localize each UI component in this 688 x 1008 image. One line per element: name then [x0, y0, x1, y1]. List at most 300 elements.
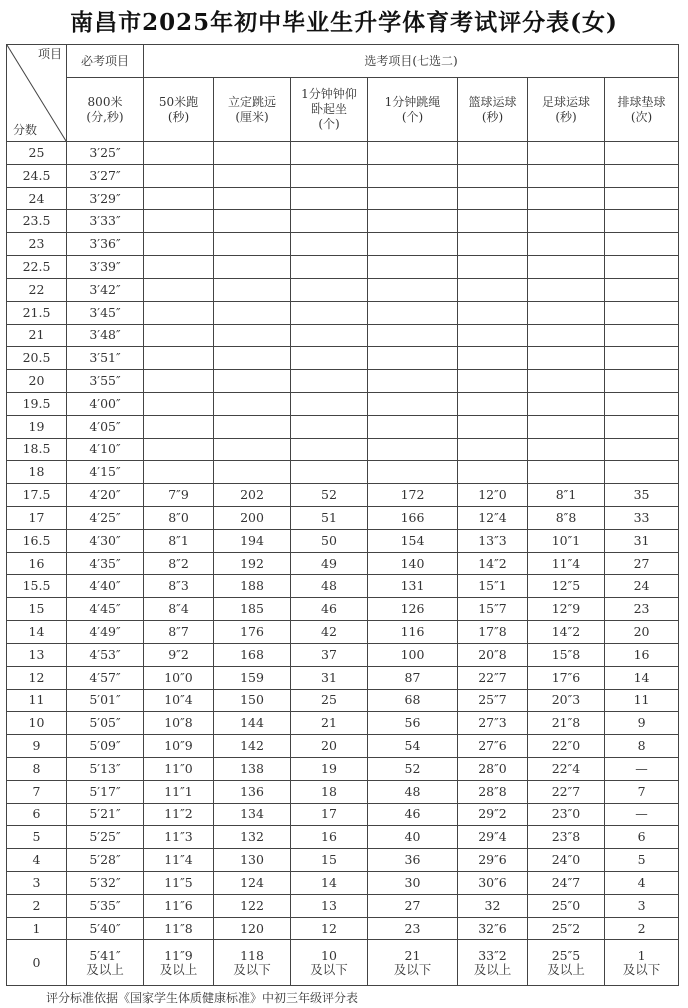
table-cell — [528, 256, 605, 279]
table-cell — [291, 415, 368, 438]
table-row — [7, 712, 679, 735]
column-unit: (次) — [630, 109, 653, 124]
table-cell — [528, 210, 605, 233]
table-cell: 48 — [368, 780, 458, 803]
table-cell: 36 — [368, 849, 458, 872]
table-cell — [144, 940, 214, 986]
table-cell: 8″0 — [144, 507, 214, 530]
table-cell: 21 — [291, 712, 368, 735]
table-cell — [291, 142, 368, 165]
table-cell: 33 — [605, 507, 679, 530]
table-cell — [458, 370, 528, 393]
table-cell: 29″6 — [458, 849, 528, 872]
table-cell: — — [605, 803, 679, 826]
table-cell: 13″3 — [458, 529, 528, 552]
score-cell: 17.5 — [7, 484, 67, 507]
table-cell: 3′36″ — [67, 233, 144, 256]
table-cell: 11″8 — [144, 917, 214, 940]
table-cell — [144, 438, 214, 461]
table-cell: 134 — [214, 803, 291, 826]
cell-qualifier: 及以上 — [86, 961, 124, 977]
table-cell — [528, 187, 605, 210]
table-cell: 29″4 — [458, 826, 528, 849]
table-cell: 4′00″ — [67, 392, 144, 415]
page-title: 南昌市2025年初中毕业生升学体育考试评分表(女) — [70, 9, 618, 36]
table-cell — [605, 438, 679, 461]
table-cell: 23 — [368, 917, 458, 940]
score-cell: 6 — [7, 803, 67, 826]
table-cell — [214, 415, 291, 438]
score-cell: 11 — [7, 689, 67, 712]
table-cell: 15″1 — [458, 575, 528, 598]
column-unit: (秒) — [555, 109, 577, 124]
table-row — [7, 164, 679, 187]
column-header-volleyball — [605, 78, 679, 142]
score-cell: 20 — [7, 370, 67, 393]
table-cell — [368, 392, 458, 415]
table-row — [7, 894, 679, 917]
table-cell — [291, 233, 368, 256]
table-cell — [368, 940, 458, 986]
table-cell: 15 — [291, 849, 368, 872]
table-cell — [528, 278, 605, 301]
score-cell: 20.5 — [7, 347, 67, 370]
table-cell: 11″4 — [144, 849, 214, 872]
header-row-columns — [7, 78, 679, 142]
score-cell: 5 — [7, 826, 67, 849]
table-cell: 3′42″ — [67, 278, 144, 301]
score-label: 分数 — [13, 123, 38, 137]
table-cell: 23″0 — [528, 803, 605, 826]
table-cell: 154 — [368, 529, 458, 552]
table-cell — [458, 164, 528, 187]
table-cell — [368, 301, 458, 324]
table-row-bottom — [7, 940, 679, 986]
table-cell — [458, 233, 528, 256]
table-cell: 24″7 — [528, 872, 605, 895]
table-cell — [458, 278, 528, 301]
column-name: 足球运球 — [541, 94, 590, 109]
table-row — [7, 643, 679, 666]
column-header-situps — [291, 78, 368, 142]
table-cell — [368, 461, 458, 484]
score-cell: 18.5 — [7, 438, 67, 461]
table-cell: 8 — [605, 735, 679, 758]
table-cell: 116 — [368, 621, 458, 644]
table-cell — [605, 392, 679, 415]
table-cell: 3′27″ — [67, 164, 144, 187]
table-cell — [144, 461, 214, 484]
table-cell: 3′48″ — [67, 324, 144, 347]
table-cell: 32″6 — [458, 917, 528, 940]
table-cell: 50 — [291, 529, 368, 552]
table-cell: 13 — [291, 894, 368, 917]
table-cell — [214, 187, 291, 210]
table-cell: 126 — [368, 598, 458, 621]
table-cell — [144, 415, 214, 438]
table-cell: 35 — [605, 484, 679, 507]
table-row — [7, 849, 679, 872]
table-cell: 150 — [214, 689, 291, 712]
column-header-50m — [144, 78, 214, 142]
table-cell — [458, 347, 528, 370]
table-cell — [144, 301, 214, 324]
table-cell: 4′05″ — [67, 415, 144, 438]
table-cell: 8″1 — [528, 484, 605, 507]
table-cell: 5′05″ — [67, 712, 144, 735]
table-cell: 11″4 — [528, 552, 605, 575]
score-cell: 15 — [7, 598, 67, 621]
table-cell: 132 — [214, 826, 291, 849]
table-cell — [214, 142, 291, 165]
table-row — [7, 575, 679, 598]
table-cell: 12″0 — [458, 484, 528, 507]
table-cell: 124 — [214, 872, 291, 895]
table-cell: 4′20″ — [67, 484, 144, 507]
table-cell — [214, 278, 291, 301]
score-cell: 24.5 — [7, 164, 67, 187]
score-cell: 14 — [7, 621, 67, 644]
table-cell — [214, 210, 291, 233]
score-cell: 2 — [7, 894, 67, 917]
table-row — [7, 598, 679, 621]
table-cell — [528, 461, 605, 484]
table-row — [7, 735, 679, 758]
table-cell: 3′33″ — [67, 210, 144, 233]
table-cell: 4 — [605, 872, 679, 895]
table-cell: 130 — [214, 849, 291, 872]
table-cell — [458, 940, 528, 986]
table-cell: 24″0 — [528, 849, 605, 872]
table-cell — [458, 324, 528, 347]
table-cell — [368, 164, 458, 187]
table-cell: 16 — [605, 643, 679, 666]
table-cell: 27 — [605, 552, 679, 575]
score-cell: 23.5 — [7, 210, 67, 233]
table-cell: 10″8 — [144, 712, 214, 735]
table-cell: 30″6 — [458, 872, 528, 895]
table-cell: 31 — [605, 529, 679, 552]
table-cell: 138 — [214, 757, 291, 780]
table-cell: 28″0 — [458, 757, 528, 780]
table-cell: 68 — [368, 689, 458, 712]
table-cell: 12 — [291, 917, 368, 940]
table-cell — [528, 233, 605, 256]
table-cell — [144, 164, 214, 187]
table-cell — [144, 142, 214, 165]
table-cell — [291, 164, 368, 187]
table-cell: 10″4 — [144, 689, 214, 712]
table-cell: 54 — [368, 735, 458, 758]
score-cell: 16 — [7, 552, 67, 575]
table-cell: 11″1 — [144, 780, 214, 803]
table-cell: 25″0 — [528, 894, 605, 917]
score-cell: 4 — [7, 849, 67, 872]
score-cell: 19 — [7, 415, 67, 438]
table-row — [7, 461, 679, 484]
table-cell: 5′25″ — [67, 826, 144, 849]
table-row — [7, 301, 679, 324]
table-cell: 15″8 — [528, 643, 605, 666]
table-cell: 200 — [214, 507, 291, 530]
table-cell — [214, 324, 291, 347]
table-cell: 10″1 — [528, 529, 605, 552]
table-cell — [214, 392, 291, 415]
table-cell: 14″2 — [458, 552, 528, 575]
column-name: 50米跑 — [158, 94, 199, 109]
table-cell: 37 — [291, 643, 368, 666]
table-cell: 176 — [214, 621, 291, 644]
score-cell: 9 — [7, 735, 67, 758]
table-cell — [605, 461, 679, 484]
table-row — [7, 803, 679, 826]
table-cell: 6 — [605, 826, 679, 849]
table-cell: 8″3 — [144, 575, 214, 598]
table-cell — [528, 415, 605, 438]
score-cell: 1 — [7, 917, 67, 940]
table-cell — [144, 324, 214, 347]
table-cell: 17 — [291, 803, 368, 826]
cell-value: 5′41″ — [89, 947, 121, 963]
cell-qualifier: 及以上 — [547, 961, 585, 977]
table-cell: 25″7 — [458, 689, 528, 712]
table-cell: 131 — [368, 575, 458, 598]
table-cell: 30 — [368, 872, 458, 895]
table-row — [7, 507, 679, 530]
table-cell: 40 — [368, 826, 458, 849]
score-table — [6, 44, 679, 986]
table-cell — [144, 370, 214, 393]
score-cell: 25 — [7, 142, 67, 165]
cell-qualifier: 及以上 — [473, 961, 512, 977]
footnote: 评分标准依据《国家学生体质健康标准》中初三年级评分表 — [46, 991, 359, 1005]
table-cell: 27 — [368, 894, 458, 917]
table-cell: 27″3 — [458, 712, 528, 735]
table-cell — [291, 347, 368, 370]
table-cell: 120 — [214, 917, 291, 940]
table-cell — [605, 233, 679, 256]
column-header-rope-skipping — [368, 78, 458, 142]
cell-qualifier: 及以下 — [622, 961, 661, 977]
table-cell: 27″6 — [458, 735, 528, 758]
table-cell: 122 — [214, 894, 291, 917]
column-unit: (分,秒) — [86, 109, 124, 124]
table-cell — [291, 370, 368, 393]
column-name: 1分钟跳绳 — [384, 94, 441, 109]
table-cell: 4′57″ — [67, 666, 144, 689]
table-cell: 20 — [291, 735, 368, 758]
table-row — [7, 689, 679, 712]
header-row-groups — [7, 45, 679, 78]
table-cell: 3′39″ — [67, 256, 144, 279]
table-cell: 4′30″ — [67, 529, 144, 552]
table-cell: 17″8 — [458, 621, 528, 644]
table-cell: 8″4 — [144, 598, 214, 621]
cell-value: 25″5 — [551, 947, 581, 963]
table-row — [7, 917, 679, 940]
table-cell: 142 — [214, 735, 291, 758]
score-cell: 15.5 — [7, 575, 67, 598]
table-cell: 4′45″ — [67, 598, 144, 621]
table-cell: 4′40″ — [67, 575, 144, 598]
table-row — [7, 278, 679, 301]
table-cell: 52 — [291, 484, 368, 507]
table-cell: 25 — [291, 689, 368, 712]
table-cell — [528, 940, 605, 986]
table-cell — [368, 415, 458, 438]
table-cell: 4′25″ — [67, 507, 144, 530]
table-cell: 14″2 — [528, 621, 605, 644]
table-cell — [144, 210, 214, 233]
table-cell: 12″9 — [528, 598, 605, 621]
table-cell: 5 — [605, 849, 679, 872]
table-cell — [291, 438, 368, 461]
table-cell — [291, 301, 368, 324]
cell-qualifier: 及以下 — [393, 961, 432, 977]
table-cell: 4′10″ — [67, 438, 144, 461]
table-row — [7, 324, 679, 347]
cell-value: 21 — [404, 947, 421, 963]
score-cell: 13 — [7, 643, 67, 666]
table-row — [7, 666, 679, 689]
table-cell: 5′28″ — [67, 849, 144, 872]
table-cell: 46 — [291, 598, 368, 621]
cell-value: 1 — [637, 947, 646, 963]
table-cell — [368, 324, 458, 347]
table-cell: 22″4 — [528, 757, 605, 780]
cell-qualifier: 及以上 — [159, 961, 198, 977]
table-cell: 22″7 — [528, 780, 605, 803]
score-cell: 24 — [7, 187, 67, 210]
column-unit: (秒) — [167, 109, 190, 124]
diagonal-header-cell — [7, 45, 67, 142]
column-header-long-jump — [214, 78, 291, 142]
table-cell — [144, 233, 214, 256]
table-cell — [368, 347, 458, 370]
table-cell: 188 — [214, 575, 291, 598]
table-cell: 46 — [368, 803, 458, 826]
table-cell: 3′45″ — [67, 301, 144, 324]
table-cell: 28″8 — [458, 780, 528, 803]
score-cell: 3 — [7, 872, 67, 895]
table-cell — [368, 256, 458, 279]
table-cell — [291, 210, 368, 233]
table-cell: 23 — [605, 598, 679, 621]
column-header-basketball — [458, 78, 528, 142]
table-cell — [291, 461, 368, 484]
table-row — [7, 347, 679, 370]
table-cell: 14 — [605, 666, 679, 689]
table-row — [7, 187, 679, 210]
table-cell: 100 — [368, 643, 458, 666]
table-cell — [528, 438, 605, 461]
table-cell — [458, 142, 528, 165]
table-cell: 20″8 — [458, 643, 528, 666]
score-cell: 7 — [7, 780, 67, 803]
table-cell: 5′21″ — [67, 803, 144, 826]
table-row — [7, 757, 679, 780]
table-cell — [528, 347, 605, 370]
table-cell: 168 — [214, 643, 291, 666]
cell-value: 0 — [32, 954, 41, 970]
score-cell: 22 — [7, 278, 67, 301]
table-cell — [144, 347, 214, 370]
table-cell — [214, 256, 291, 279]
table-cell: 5′17″ — [67, 780, 144, 803]
column-header-800m — [67, 78, 144, 142]
table-cell: 144 — [214, 712, 291, 735]
table-cell — [144, 256, 214, 279]
table-cell: 5′09″ — [67, 735, 144, 758]
table-cell: 159 — [214, 666, 291, 689]
table-cell — [605, 256, 679, 279]
table-cell: 172 — [368, 484, 458, 507]
table-cell: 3′25″ — [67, 142, 144, 165]
table-cell — [528, 301, 605, 324]
table-cell: 20 — [605, 621, 679, 644]
table-cell — [291, 256, 368, 279]
table-cell — [214, 438, 291, 461]
table-cell: 4′15″ — [67, 461, 144, 484]
table-cell: 11″3 — [144, 826, 214, 849]
table-cell: 23″8 — [528, 826, 605, 849]
column-unit: (秒) — [481, 109, 504, 124]
table-cell: 52 — [368, 757, 458, 780]
table-row — [7, 210, 679, 233]
table-cell: 56 — [368, 712, 458, 735]
table-cell: 22″0 — [528, 735, 605, 758]
cell-value: 118 — [240, 947, 264, 963]
table-cell: 202 — [214, 484, 291, 507]
table-cell — [458, 415, 528, 438]
table-cell: 5′35″ — [67, 894, 144, 917]
table-cell — [458, 438, 528, 461]
table-cell — [214, 301, 291, 324]
table-cell: 48 — [291, 575, 368, 598]
column-unit: (个) — [401, 109, 424, 124]
table-row — [7, 872, 679, 895]
table-cell — [528, 392, 605, 415]
score-cell: 18 — [7, 461, 67, 484]
table-cell — [605, 347, 679, 370]
column-name: 排球垫球 — [617, 94, 666, 109]
table-cell: 7″9 — [144, 484, 214, 507]
table-row — [7, 256, 679, 279]
table-cell — [605, 278, 679, 301]
table-cell — [605, 142, 679, 165]
table-cell — [458, 301, 528, 324]
table-cell — [214, 461, 291, 484]
table-cell: 20″3 — [528, 689, 605, 712]
table-cell — [528, 142, 605, 165]
elective-group-header: 选考项目(七选二) — [144, 45, 679, 78]
table-cell — [368, 370, 458, 393]
table-row — [7, 780, 679, 803]
table-cell: 192 — [214, 552, 291, 575]
table-cell: 3′51″ — [67, 347, 144, 370]
table-cell: 166 — [368, 507, 458, 530]
table-cell: 10″9 — [144, 735, 214, 758]
table-row — [7, 529, 679, 552]
table-cell: 19 — [291, 757, 368, 780]
score-cell: 16.5 — [7, 529, 67, 552]
table-cell — [605, 164, 679, 187]
table-cell: 9″2 — [144, 643, 214, 666]
table-row — [7, 142, 679, 165]
table-cell — [605, 187, 679, 210]
table-row — [7, 392, 679, 415]
table-cell: 8″2 — [144, 552, 214, 575]
